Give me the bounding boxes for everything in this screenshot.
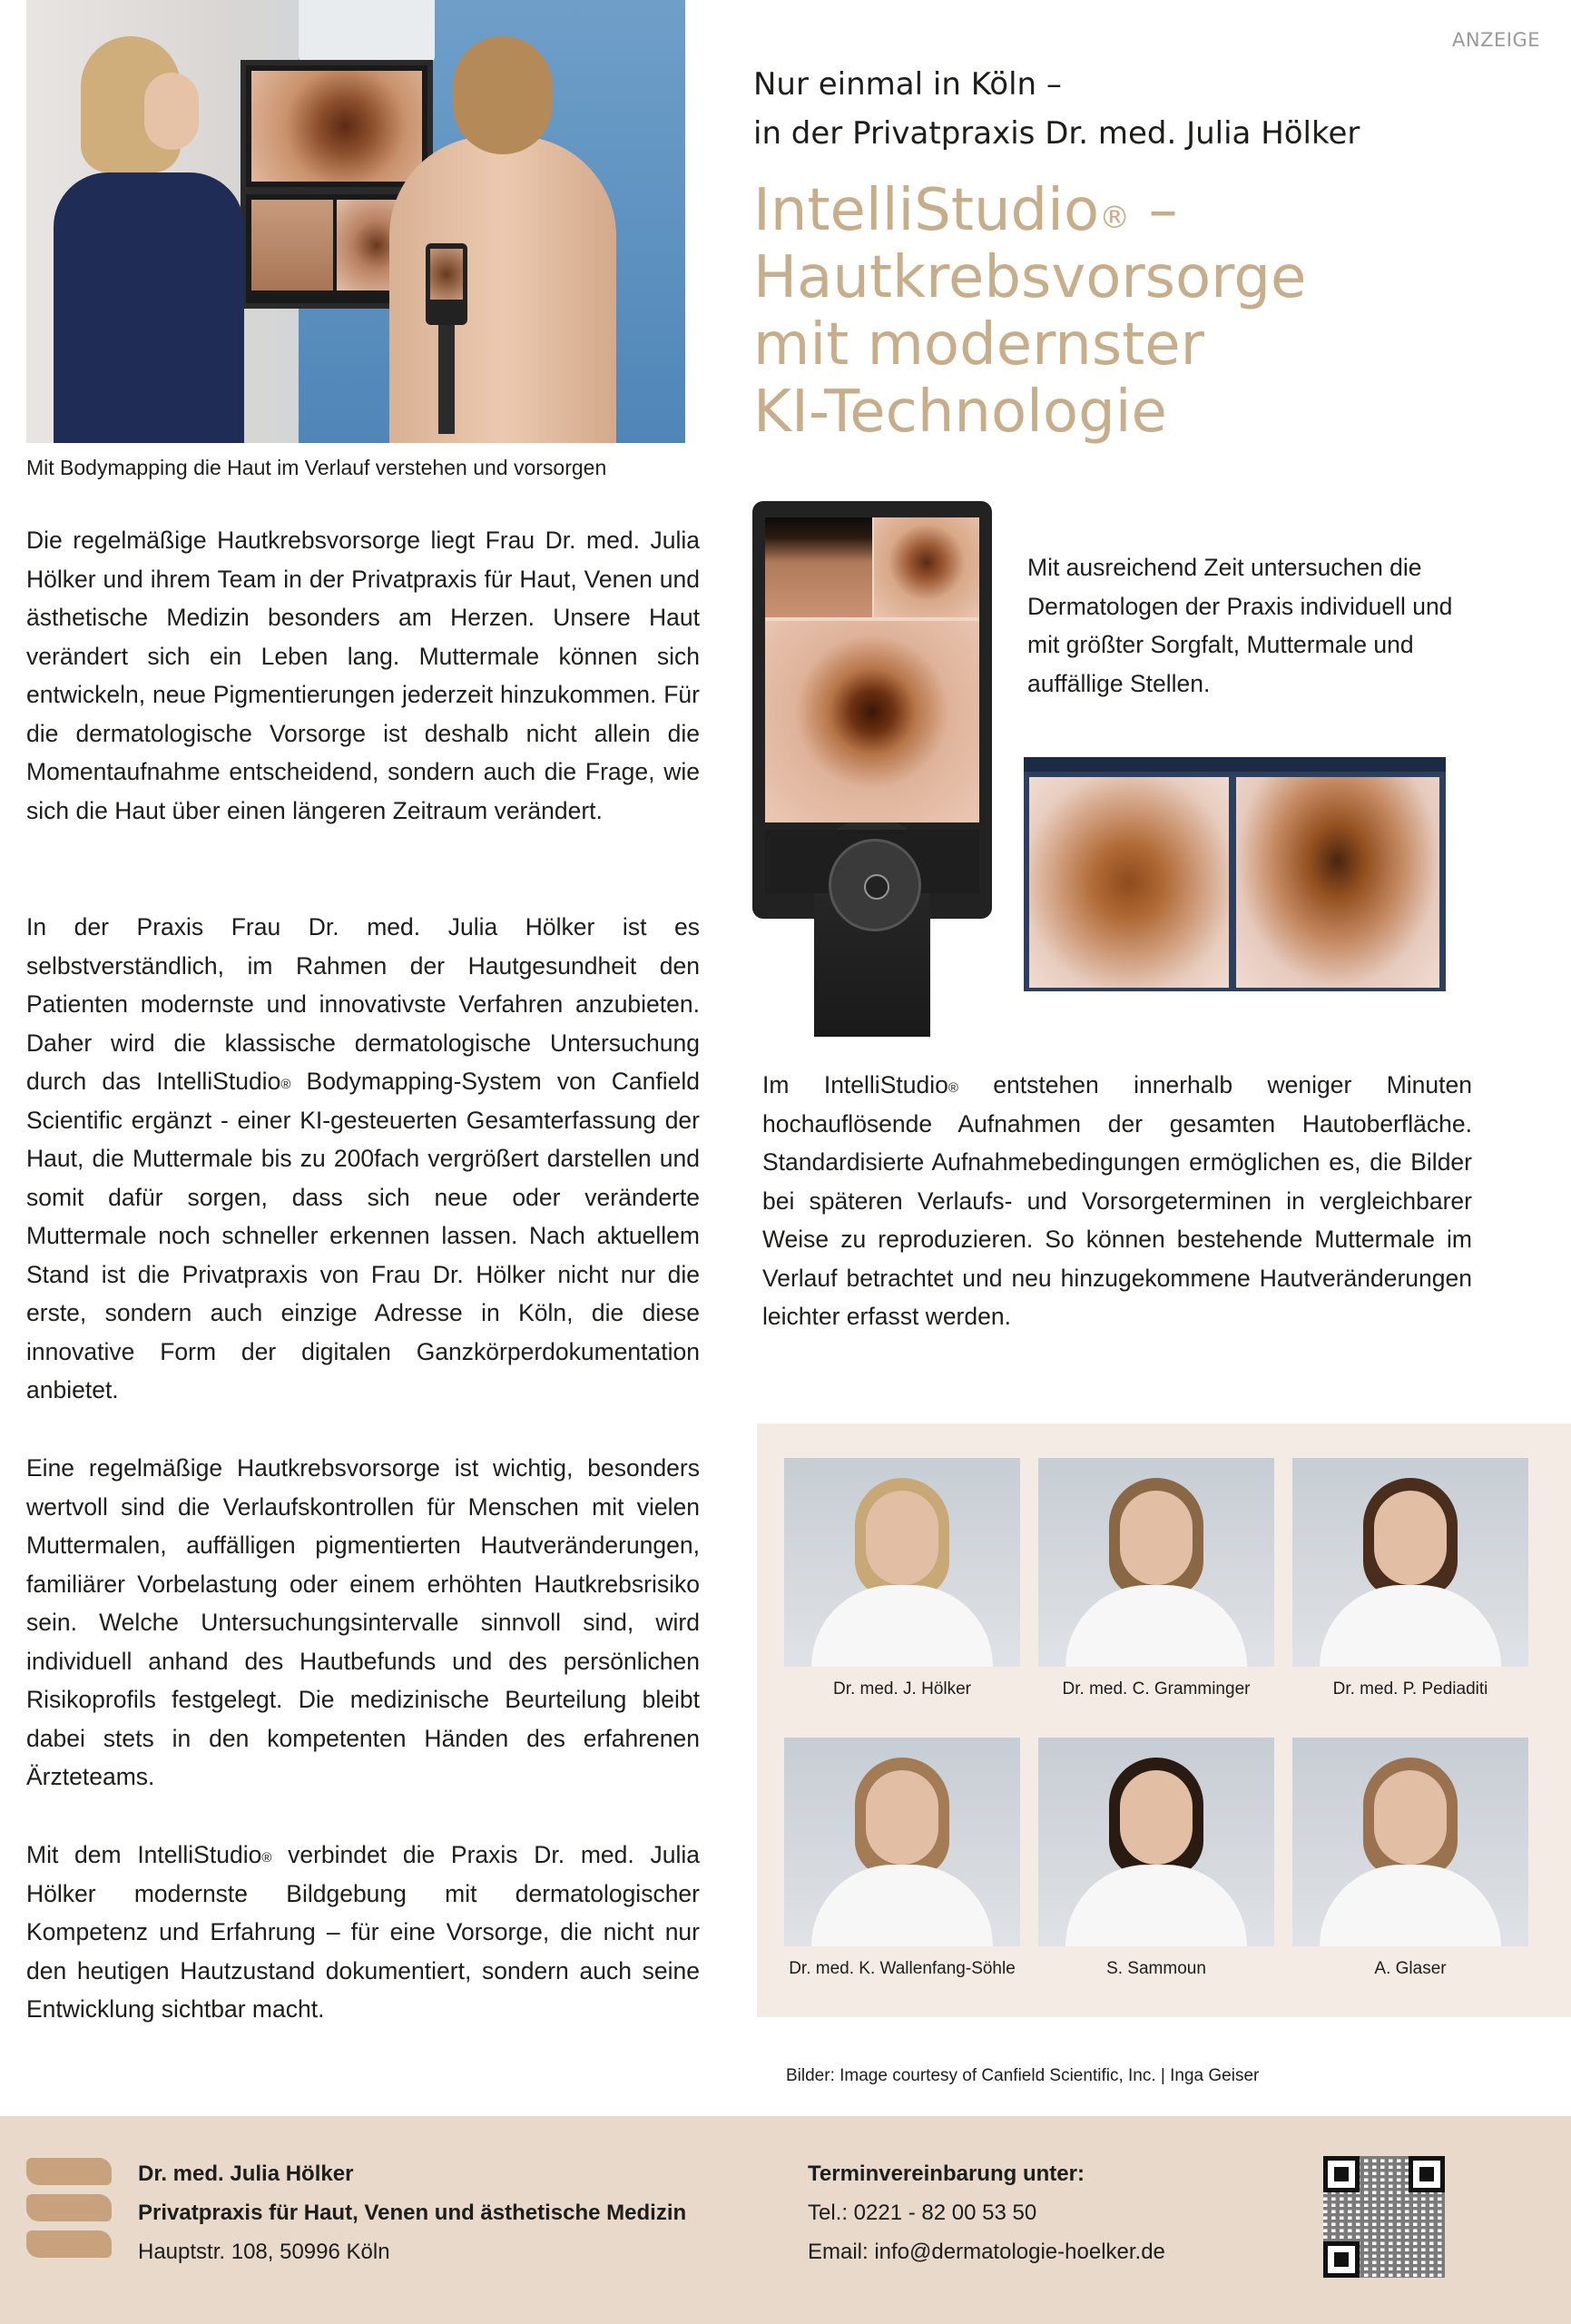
footer-practice: Privatpraxis für Haut, Venen und ästhetische Medizin — [138, 2201, 687, 2225]
paragraph-1: Die regelmäßige Hautkrebsvorsorge liegt Frau Dr. med. Julia Hölker und ihrem Team in der Privatpraxis für Haut, Venen und ästhetische Medizin besonders am Herzen. Unsere Haut verändert sich ein Leben lang. Muttermale können sich entwickeln, neue Pigmentierungen jederzeit hinzukommen. Für die dermatologische Vorsorge ist deshalb nicht allein die Momentaufnahme entscheidend, sondern auch die Frage, wie sich die Haut über einen längeren Zeitraum verändert. — [26, 527, 700, 824]
doctor-figure — [35, 36, 271, 443]
practice-logo-icon — [26, 2158, 112, 2258]
team-member — [1038, 1738, 1274, 1979]
team-member-photo — [784, 1458, 1020, 1667]
handheld-scanner — [426, 243, 467, 325]
appointment-label: Terminvereinbarung unter: — [808, 2162, 1085, 2186]
headline-line-3: mit modernster — [753, 311, 1204, 379]
team-member-name: Dr. med. P. Pediaditi — [1332, 1679, 1488, 1699]
team-member-name: A. Glaser — [1374, 1959, 1447, 1978]
headline-dash: – — [1130, 177, 1178, 244]
team-member — [784, 1458, 1020, 1699]
team-member-photo — [1038, 1458, 1274, 1667]
team-member-photo — [1292, 1738, 1528, 1946]
hero-caption: Mit Bodymapping die Haut im Verlauf verstehen und vorsorgen — [26, 456, 607, 479]
footer — [0, 2116, 1571, 2324]
headline-line-1 — [753, 177, 1306, 244]
team-member — [1292, 1458, 1528, 1699]
paragraph-5: Im IntelliStudio® entstehen innerhalb weniger Minuten hochauflösende Aufnahmen der gesamten Hautoberfläche. Standardisierte Aufnahmebedingungen ermöglichen es, die Bilder bei späteren Verlaufs- und Vorsorgeterminen in vergleichbarer Weise zu reproduzieren. So können bestehende Muttermale im Verlauf betrachtet und neu hinzugekommene Hautveränderungen leichter erfasst werden. — [762, 1071, 1472, 1330]
image-credits: Bilder: Image courtesy of Canfield Scientific, Inc. | Inga Geiser — [786, 2066, 1260, 2085]
team-member-photo — [1292, 1458, 1528, 1667]
ad-label: ANZEIGE — [1452, 29, 1540, 51]
headline-line-2: Hautkrebsvorsorge — [753, 244, 1307, 311]
team-member — [1038, 1458, 1274, 1699]
paragraph-3: Eine regelmäßige Hautkrebsvorsorge ist wichtig, besonders wertvoll sind die Verlaufskontrollen für Menschen mit vielen Muttermalen, auffälligen pigmentierten Hautveränderungen, familiärer Vorbelastung oder einem erhöhten Hautkrebsrisiko sein. Welche Untersuchungsintervalle sinnvoll sind, wird individuell anhand des Hautbefunds und des persönlichen Risikoprofils festgelegt. Die medizinische Beurteilung bleibt dabei stets in den kompetenten Händen des erfahrenen Ärzteteams. — [26, 1454, 700, 1790]
team-member-name: Dr. med. C. Gramminger — [1062, 1679, 1251, 1699]
team-member-photo — [784, 1738, 1020, 1946]
footer-address: Hauptstr. 108, 50996 Köln — [138, 2240, 390, 2264]
intro — [753, 60, 1360, 158]
team-member-name: Dr. med. J. Hölker — [832, 1679, 972, 1699]
team-panel — [757, 1423, 1571, 2017]
headline-brand: IntelliStudio — [753, 177, 1100, 244]
intro-line-1: Nur einmal in Köln – — [753, 66, 1062, 103]
team-member-name: Dr. med. K. Wallenfang-Söhle — [789, 1959, 1016, 1978]
team-member — [1292, 1738, 1528, 1979]
mole-comparison-image — [1024, 757, 1446, 991]
qr-code-icon[interactable] — [1323, 2156, 1445, 2278]
headline — [753, 177, 1306, 446]
paragraph-4: Mit dem IntelliStudio® verbindet die Praxis Dr. med. Julia Hölker modernste Bildgebung mit dermatologischer Kompetenz und Erfahrung – für eine Vorsorge, die nicht nur den heutigen Hautzustand dokumentiert, sondern auch seine Entwicklung sichtbar macht. — [26, 1841, 700, 2023]
registered-mark: ® — [1099, 200, 1131, 236]
team-member-photo — [1038, 1738, 1274, 1946]
tablet-caption: Mit ausreichend Zeit untersuchen die Dermatologen der Praxis individuell und mit größter Sorgfalt, Muttermale und auffällige Stellen. — [1027, 554, 1453, 697]
phone-number[interactable]: Tel.: 0221 - 82 00 53 50 — [808, 2201, 1037, 2225]
team-member — [784, 1738, 1020, 1979]
headline-line-4: KI-Technologie — [753, 379, 1167, 446]
footer-doctor-name: Dr. med. Julia Hölker — [138, 2162, 354, 2186]
intro-line-2: in der Privatpraxis Dr. med. Julia Hölker — [753, 115, 1360, 152]
team-member-name: S. Sammoun — [1106, 1959, 1206, 1978]
paragraph-2: In der Praxis Frau Dr. med. Julia Hölker ist es selbstverständlich, im Rahmen der Hautgesundheit den Patienten modernste und innovativste Verfahren anzubieten. Daher wird die klassische dermatologische Untersuchung durch das IntelliStudio® Bodymapping-System von Canfield Scientific ergänzt - einer KI-gesteuerten Gesamterfassung der Haut, die Muttermale bis zu 200fach vergrößert darstellen und somit dafür sorgen, dass sich neue oder veränderte Muttermale noch schneller erkennen lassen. Nach aktuellem Stand ist die Privatpraxis von Frau Dr. Hölker nicht nur die erste, sondern auch einzige Adresse in Köln, die diese innovative Form der digitalen Ganzkörperdokumentation anbietet. — [26, 913, 700, 1403]
hero-photo — [26, 0, 685, 443]
email-link[interactable]: Email: info@dermatologie-hoelker.de — [808, 2240, 1165, 2264]
patient-figure — [371, 36, 634, 443]
tablet-device-image — [752, 501, 992, 919]
